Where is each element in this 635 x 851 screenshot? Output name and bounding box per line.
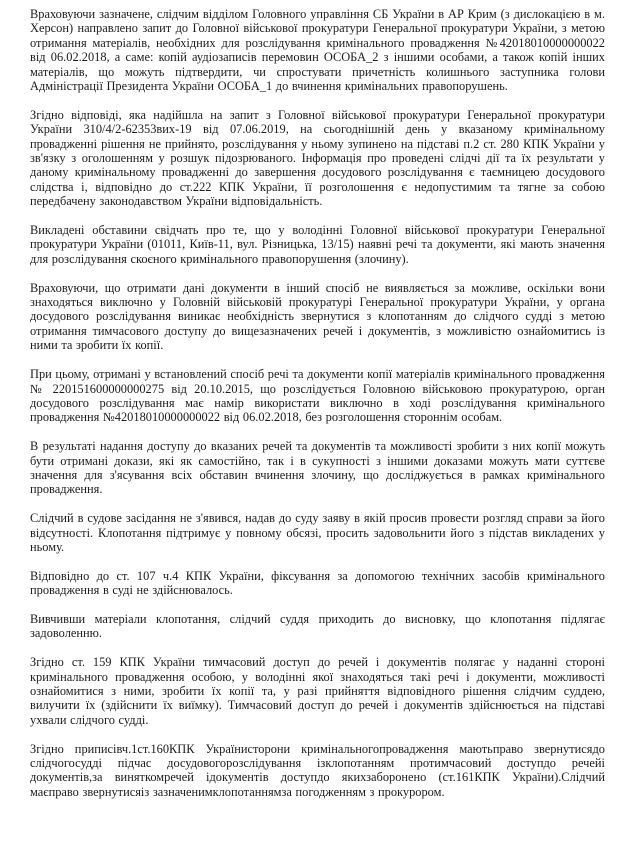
paragraph-need-for-motion: Враховуючи, що отримати дані документи в інший спосіб не виявляється за можливе, оскільки вони знаходяться виключно у Головній військовій прокуратурі Генеральної прокуратури України, у органа досудового розслідування виникає необхідність звернутися з клопотанням до слідчого судді з метою отримання тимчасового доступу до вищезазначених речей і документів, з можливістю ознайомитись із ними та зробити їх копії. <box>30 280 605 353</box>
paragraph-response-investigation-suspended: Згідно відповіді, яка надійшла на запит з Головної військової прокуратури Генеральної прокуратури України 310/4/2-62353вих-19 від 07.06.2019, на сьогоднішній день у вказаному кримінальному провадженні рішення не прийнято, розслідування у ньому зупинено на підставі п.2 ст. 280 КПК України у зв'язку з оголошенням у розшук підозрюваного. Інформація про проведені слідчі дії та їх результати у даному кримінальному провадженні до завершення досудового розслідування є таємницею досудового слідства і, відповідно до ст.222 КПК України, її розголошення є недопустимим та тягне за собою передбачену законодавством України відповідальність. <box>30 107 605 209</box>
paragraph-evidence-significance: В результаті надання доступу до вказаних речей та документів та можливості зробити з них копії можуть бути отримані докази, які як самостійно, так і в сукупності з іншими доказами можуть мати суттєве значення для з'ясування всіх обставин вчинення злочину, що досліджується в рамках кримінального провадження. <box>30 439 605 497</box>
paragraph-intended-use-of-copies: При цьому, отримані у встановлений спосіб речі та документи копії матеріалів кримінального провадження № 220151600000000275 від 20.10.2015, що розслідується Головною військовою прокуратурою, орган досудового розслідування має намір використати виключно в ході розслідування кримінального провадження №42018010000000022 від 06.02.2018, без розголошення стороннім особам. <box>30 367 605 425</box>
paragraph-article-159-cpc: Згідно ст. 159 КПК України тимчасовий доступ до речей і документів полягає у наданні стороні кримінального провадження особою, у володінні якої знаходяться такі речі і документи, можливості ознайомитися з ними, зробити їх копії та, у разі прийняття відповідного рішення слідчим суддею, вилучити їх (здійснити їх виїмку). Тимчасовий доступ до речей і документів здійснюється на підставі ухвали слідчого судді. <box>30 655 605 727</box>
paragraph-items-location: Викладені обставини свідчать про те, що у володінні Головної військової прокуратури Генеральної прокуратури України (01011, Київ-11, вул. Різницька, 13/15) наявні речі та документи, які мають значення для розслідування скоєного кримінального правопорушення (злочину). <box>30 223 605 266</box>
paragraph-request-to-prosecutor: Враховуючи зазначене, слідчим відділом Головного управління СБ України в АР Крим (з дислокацією в м. Херсон) направлено запит до Головної військової прокуратури Генеральної прокуратури України, з метою отримання матеріалів, необхідних для розслідування кримінального провадження №42018010000000022 від 06.02.2018, а саме: копій аудіозаписів перемовин ОСОБА_2 з іншими особами, а також копій інших матеріалів, що можуть підтвердити, чи спростувати причетність колишнього заступника голови Адміністрації Президента України ОСОБА_1 до вчинення кримінальних правопорушень. <box>30 7 605 94</box>
paragraph-investigator-absence: Слідчий в судове засідання не з'явився, надав до суду заяву в якій просив провести розгляд справи за його відсутності. Клопотання підтримує у повному обсязі, просить задовольнити його з підстав викладених у ньому. <box>30 511 605 554</box>
paragraph-article-160-cpc: Згідно приписівч.1ст.160КПК Українисторони кримінальногопровадження маютьправо звернутисядо слідчогосудді підчас досудовогорозслідування ізклопотанням протимчасовий доступдо речейі документів,за виняткомречей ідокументів доступдо якихзаборонено (ст.161КПК України).Слідчий маєправо звернутисяіз зазначенимклопотаннямза погодженням з прокурором. <box>30 741 605 799</box>
paragraph-no-technical-recording: Відповідно до ст. 107 ч.4 КПК України, фіксування за допомогою технічних засобів кримінального провадження в суді не здійснювалось. <box>30 568 605 598</box>
paragraph-judge-conclusion: Вивчивши матеріали клопотання, слідчий суддя приходить до висновку, що клопотання підлягає задоволенню. <box>30 611 605 641</box>
